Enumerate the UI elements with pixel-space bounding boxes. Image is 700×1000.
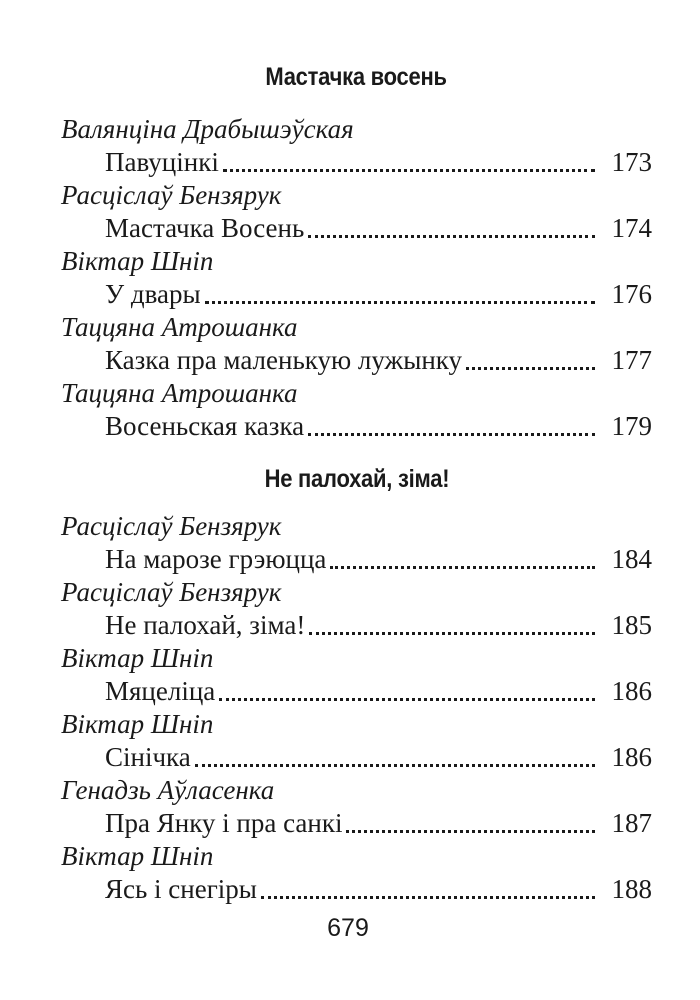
entry-title-row [61, 873, 652, 906]
entry-title: Павуцінкі [105, 147, 219, 177]
entry-author: Таццяна Атрошанка [61, 378, 298, 408]
dot-leader [466, 367, 595, 370]
entry-title-row [61, 212, 652, 245]
entry-author: Таццяна Атрошанка [61, 312, 298, 342]
entry-title: Мастачка Восень [105, 213, 305, 243]
toc-entry [61, 774, 652, 840]
toc-entry [61, 576, 652, 642]
section-heading [61, 465, 652, 493]
dot-leader [346, 830, 595, 833]
entry-author: Віктар Шніп [61, 709, 214, 739]
toc-entry [61, 642, 652, 708]
entry-title: Сінічка [105, 742, 191, 772]
toc-entry [61, 840, 652, 906]
entry-title-row [61, 146, 652, 179]
dot-leader [219, 698, 595, 701]
section-heading-text: Мастачка восень [265, 63, 448, 91]
entry-title-row [61, 344, 652, 377]
entry-page-number: 174 [611, 213, 652, 243]
entry-title: Мяцеліца [105, 676, 216, 706]
toc-entry [61, 311, 652, 377]
toc-entry [61, 179, 652, 245]
entry-title: Ясь і снегіры [105, 874, 257, 904]
entry-title-row [61, 278, 652, 311]
entry-page-number: 176 [611, 279, 652, 309]
entry-title-row [61, 741, 652, 774]
entry-title: Пра Янку і пра санкі [105, 808, 343, 838]
dot-leader [205, 301, 595, 304]
dot-leader [330, 566, 595, 569]
toc-entry [61, 377, 652, 443]
dot-leader [308, 235, 595, 238]
entry-author: Віктар Шніп [61, 246, 214, 276]
entry-title-row [61, 807, 652, 840]
toc-section-autumn [61, 63, 652, 443]
entry-author: Расціслаў Бензярук [61, 577, 282, 607]
entry-title-row [61, 609, 652, 642]
entry-page-number: 186 [611, 676, 652, 706]
entry-page-number: 185 [611, 610, 652, 640]
entry-author: Расціслаў Бензярук [61, 180, 282, 210]
entry-title: У двары [105, 279, 201, 309]
toc-entry [61, 245, 652, 311]
entry-page-number: 187 [611, 808, 652, 838]
dot-leader [223, 169, 595, 172]
entry-page-number: 173 [611, 147, 652, 177]
entry-title-row [61, 543, 652, 576]
dot-leader [309, 632, 595, 635]
entry-title-row [61, 410, 652, 443]
entry-author: Расціслаў Бензярук [61, 511, 282, 541]
entry-title: Не палохай, зіма! [105, 610, 306, 640]
entry-page-number: 186 [611, 742, 652, 772]
section-heading [61, 63, 652, 91]
entry-author: Віктар Шніп [61, 841, 214, 871]
section-heading-text: Не палохай, зіма! [264, 465, 449, 493]
entry-title: На марозе грэюцца [105, 544, 327, 574]
entry-author: Віктар Шніп [61, 643, 214, 673]
page-number: 679 [327, 914, 369, 942]
toc-entry [61, 113, 652, 179]
dot-leader [261, 896, 595, 899]
entry-title: Восеньская казка [105, 411, 305, 441]
dot-leader [195, 764, 595, 767]
entry-title-row [61, 675, 652, 708]
entry-author: Генадзь Аўласенка [61, 775, 275, 805]
entry-title: Казка пра маленькую лужынку [105, 345, 463, 375]
entry-page-number: 184 [611, 544, 652, 574]
toc-entry [61, 510, 652, 576]
dot-leader [308, 433, 595, 436]
toc-section-winter [61, 465, 652, 906]
entry-page-number: 188 [611, 874, 652, 904]
entry-page-number: 179 [611, 411, 652, 441]
entry-page-number: 177 [611, 345, 652, 375]
toc-entry [61, 708, 652, 774]
entry-author: Валянціна Драбышэўская [61, 114, 354, 144]
